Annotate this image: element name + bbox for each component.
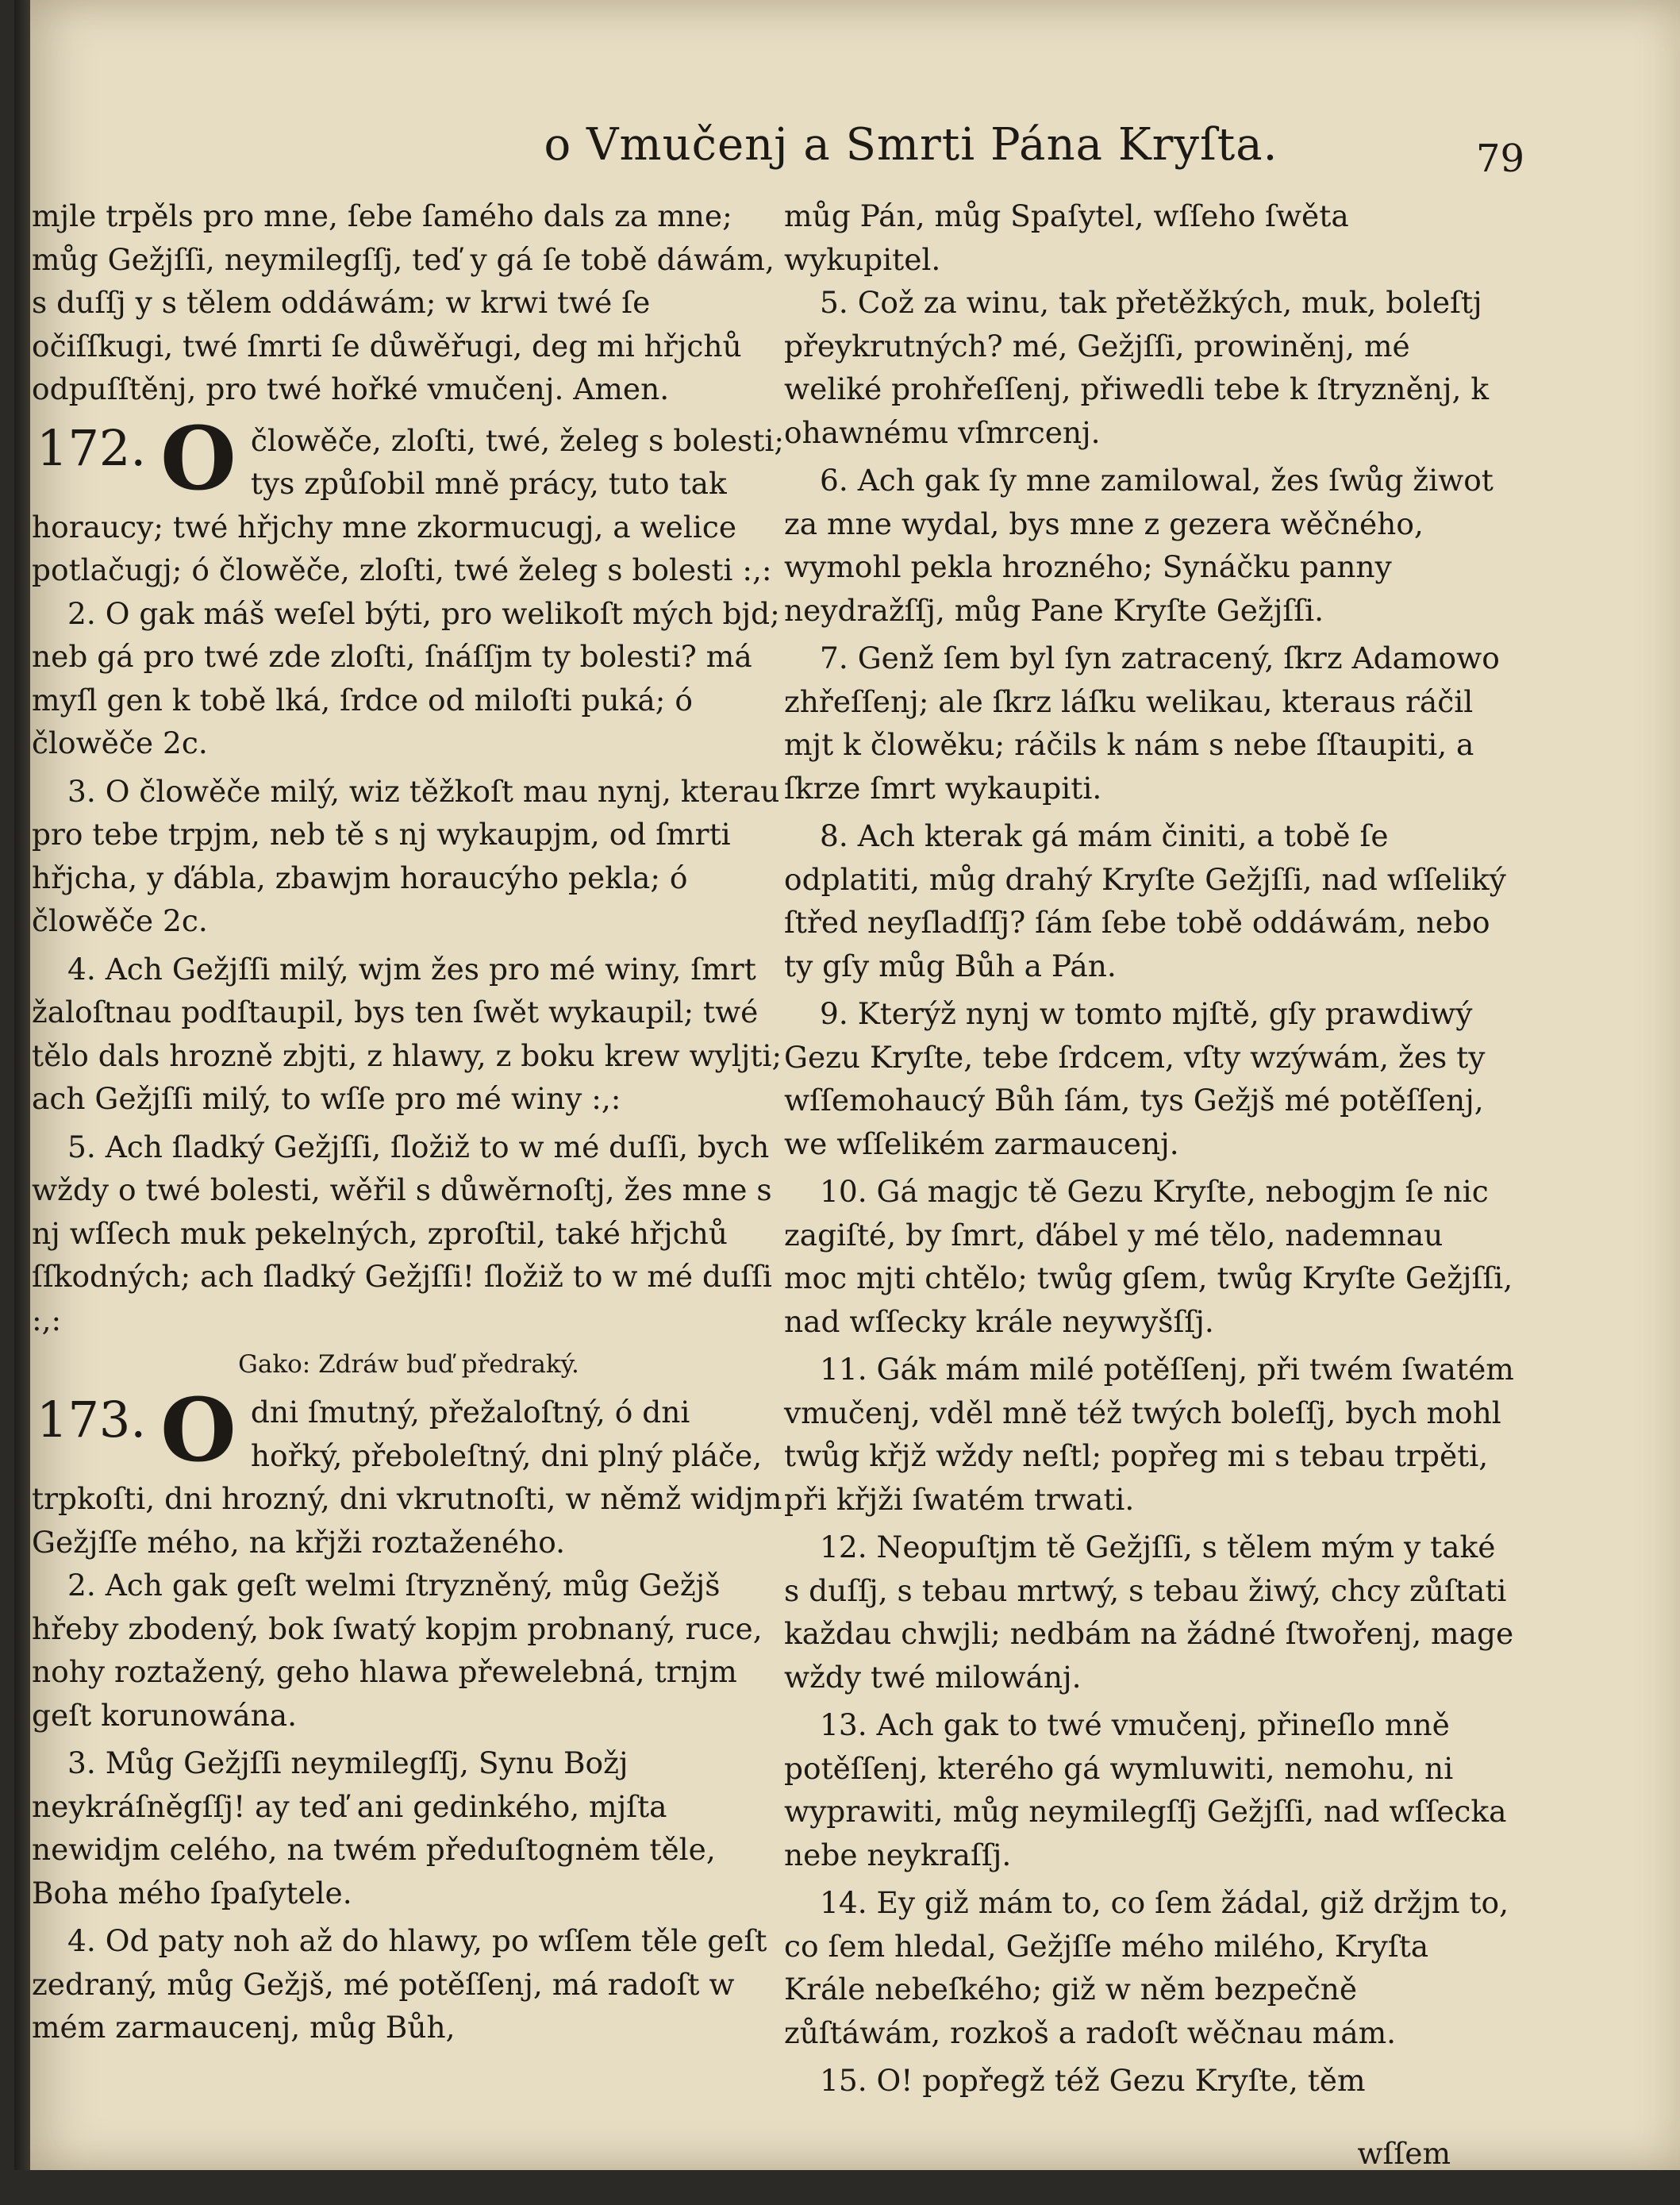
catchword: wſſem bbox=[1357, 2136, 1451, 2171]
stanza-5: 5. Ach ſladký Gežjſſi, ſložiž to w mé duſſi, bych wždy o twé bolesti, wěřil s důwěrnoſtj, žes mne s nj wſſech muk pekelných, zproſtil, také hřjchů ſſkodných; ach ſladký Gežjſſi! ſložiž to w mé duſſi :,: bbox=[32, 1129, 772, 1337]
running-head: o Vmučenj a Smrti Pána Kryſta. bbox=[544, 119, 1278, 171]
stanza-2: 2. O gak máš weſel býti, pro welikoſt mých bjd; neb gá pro twé zde zloſti, ſnáſſjm ty bolesti? má myſl gen k tobě lká, ſrdce od miloſti puká; ó člowěče 2c. bbox=[32, 595, 780, 760]
stanza-12: 12. Neopuſtjm tě Gežjſſi, s tělem mým y také s duſſj, s tebau mrtwý, s tebau žiwý, chcy zůſtati každau chwjli; nedbám na žádné ſtwořenj, mage wždy twé milowánj. bbox=[784, 1530, 1514, 1695]
stanza-5: 5. Což za winu, tak přetěžkých, muk, boleſtj přeykrutných? mé, Gežjſſi, prowiněnj, mé weliké prohřeſſenj, přiwedli tebe k ſtryzněnj, k ohawnému vſmrcenj. bbox=[784, 285, 1490, 450]
stanza-1: dni ſmutný, přežaloſtný, ó dni hořký, přeboleſtný, dni plný pláče, trpkoſti, dni hrozný, dni vkrutnoſti, w němž widjm Gežjſſe mého, na křjži roztaženého. bbox=[32, 1395, 782, 1560]
stanza-14: 14. Ey giž mám to, co ſem žádal, giž držjm to, co ſem hledal, Gežjſſe mého milého, Kryſta Krále nebeſkého; giž w něm bezpečně zůſtáwám, rozkoš a radoſt wěčnau mám. bbox=[784, 1885, 1509, 2050]
page-gutter bbox=[14, 0, 30, 2170]
stanza-3: 3. Můg Gežjſſi neymilegſſj, Synu Božj neykráſněgſſj! ay teď ani gedinkého, mjſta newidjm celého, na twém předuſtognėm těle, Boha mého ſpaſytele. bbox=[32, 1745, 716, 1911]
right-column bbox=[784, 194, 1514, 2205]
hymn-171-ending: mjle trpěls pro mne, ſebe ſamého dals za mne; můg Gežjſſi, neymilegſſj, teď y gá ſe tobě dáwám, s duſſj y s tělem oddáwám; w krwi twé ſe očiſſkugi, twé ſmrti ſe důwěřugi, deg mi hřjchů odpuſſtěnj, pro twé hořké vmučenj. Amen. bbox=[32, 198, 775, 406]
stanza-1: člowěče, zloſti, twé, želeg s bolesti; tys způſobil mně prácy, tuto tak horaucy; twé hřjchy mne zkormucugj, a welice potlačugj; ó člowěče, zloſti, twé želeg s bolesti :,: bbox=[32, 422, 785, 587]
stanza-4-ending: můg Pán, můg Spaſytel, wſſeho ſwěta wykupitel. bbox=[784, 198, 1349, 277]
drop-cap: O bbox=[160, 406, 236, 510]
stanza-4: 4. Ach Gežjſſi milý, wjm žes pro mé winy, ſmrt žaloſtnau podſtaupil, bys ten ſwět wykaupil; twé tělo dals hrozně zbjti, z hlawy, z boku krew wyljti; ach Gežjſſi milý, to wſſe pro mé winy :,: bbox=[32, 951, 782, 1116]
stanza-13: 13. Ach gak to twé vmučenj, přineſlo mně potěſſenj, kterého gá wymluwiti, nemohu, ni wyprawiti, můg neymilegſſj Gežjſſi, nad wſſecka nebe neykraſſj. bbox=[784, 1707, 1507, 1872]
left-column bbox=[32, 194, 786, 2054]
stanza-15: 15. O! popřegž též Gezu Kryſte, těm bbox=[820, 2063, 1366, 2098]
drop-cap: O bbox=[160, 1379, 236, 1481]
stanza-4: 4. Od paty noh až do hlawy, po wſſem těle geſt zedraný, můg Gežjš, mé potěſſenj, má radoſt w mém zarmaucenj, můg Bůh, bbox=[32, 1923, 767, 2045]
stanza-3: 3. O člowěče milý, wiz těžkoſt mau nynj, kterau pro tebe trpjm, neb tě s nj wykaupjm, od ſmrti hřjcha, y ďábla, zbawjm horaucýho pekla; ó člowěče 2c. bbox=[32, 773, 780, 938]
hymn-173 bbox=[32, 1379, 786, 2049]
stanza-11: 11. Gák mám milé potěſſenj, při twém ſwatém vmučenj, vděl mně též twých boleſſj, bych mohl twůg křjž wždy neſtl; popřeg mi s tebau trpěti, při křjži ſwatém trwati. bbox=[784, 1352, 1514, 1517]
page-number: 79 bbox=[1476, 137, 1525, 181]
stanza-10: 10. Gá magjc tě Gezu Kryſte, nebogjm ſe nic zagiſté, by ſmrt, ďábel y mé tělo, nademnau moc mjti chtělo; twůg gſem, twůg Kryſte Gežjſſi, nad wſſecky krále neywyšſſj. bbox=[784, 1174, 1513, 1339]
stanza-8: 8. Ach kterak gá mám činiti, a tobě ſe odplatiti, můg drahý Kryſte Gežjſſi, nad wſſeliký ſtřed neyſladſſj? ſám ſebe tobě oddáwám, nebo ty gſy můg Bůh a Pán. bbox=[784, 818, 1506, 983]
stanza-6: 6. Ach gak ſy mne zamilowal, žes ſwůg žiwot za mne wydal, bys mne z gezera wěčného, wymohl pekla hrozného; Synáčku panny neydražſſj, můg Pane Kryſte Gežjſſi. bbox=[784, 463, 1494, 628]
book-page bbox=[14, 0, 1680, 2170]
tune-note: Gako: Zdráw buď předraký. bbox=[238, 1350, 579, 1379]
hymn-172 bbox=[32, 406, 786, 1342]
stanza-7: 7. Genž ſem byl ſyn zatracený, ſkrz Adamowo zhřeſſenj; ale ſkrz láſku welikau, kteraus ráčil mjt k člowěku; ráčils k nám s nebe ſſtaupiti, a ſkrze ſmrt wykaupiti. bbox=[784, 641, 1500, 806]
stanza-2: 2. Ach gak geſt welmi ſtryzněný, můg Gežjš hřeby zbodený, bok ſwatý kopjm probnaný, ruce, nohy roztažený, geho hlawa přewelebná, trnjm geſt korunowána. bbox=[32, 1568, 763, 1733]
stanza-9: 9. Kterýž nynj w tomto mjſtě, gſy prawdiwý Gezu Kryſte, tebe ſrdcem, vſty wzýwám, žes ty wſſemohaucý Bůh ſám, tys Gežjš mé potěſſenj, we wſſelikém zarmaucenj. bbox=[784, 996, 1486, 1161]
hymn-number: 173. bbox=[37, 1391, 147, 1449]
hymn-number: 172. bbox=[37, 418, 147, 477]
